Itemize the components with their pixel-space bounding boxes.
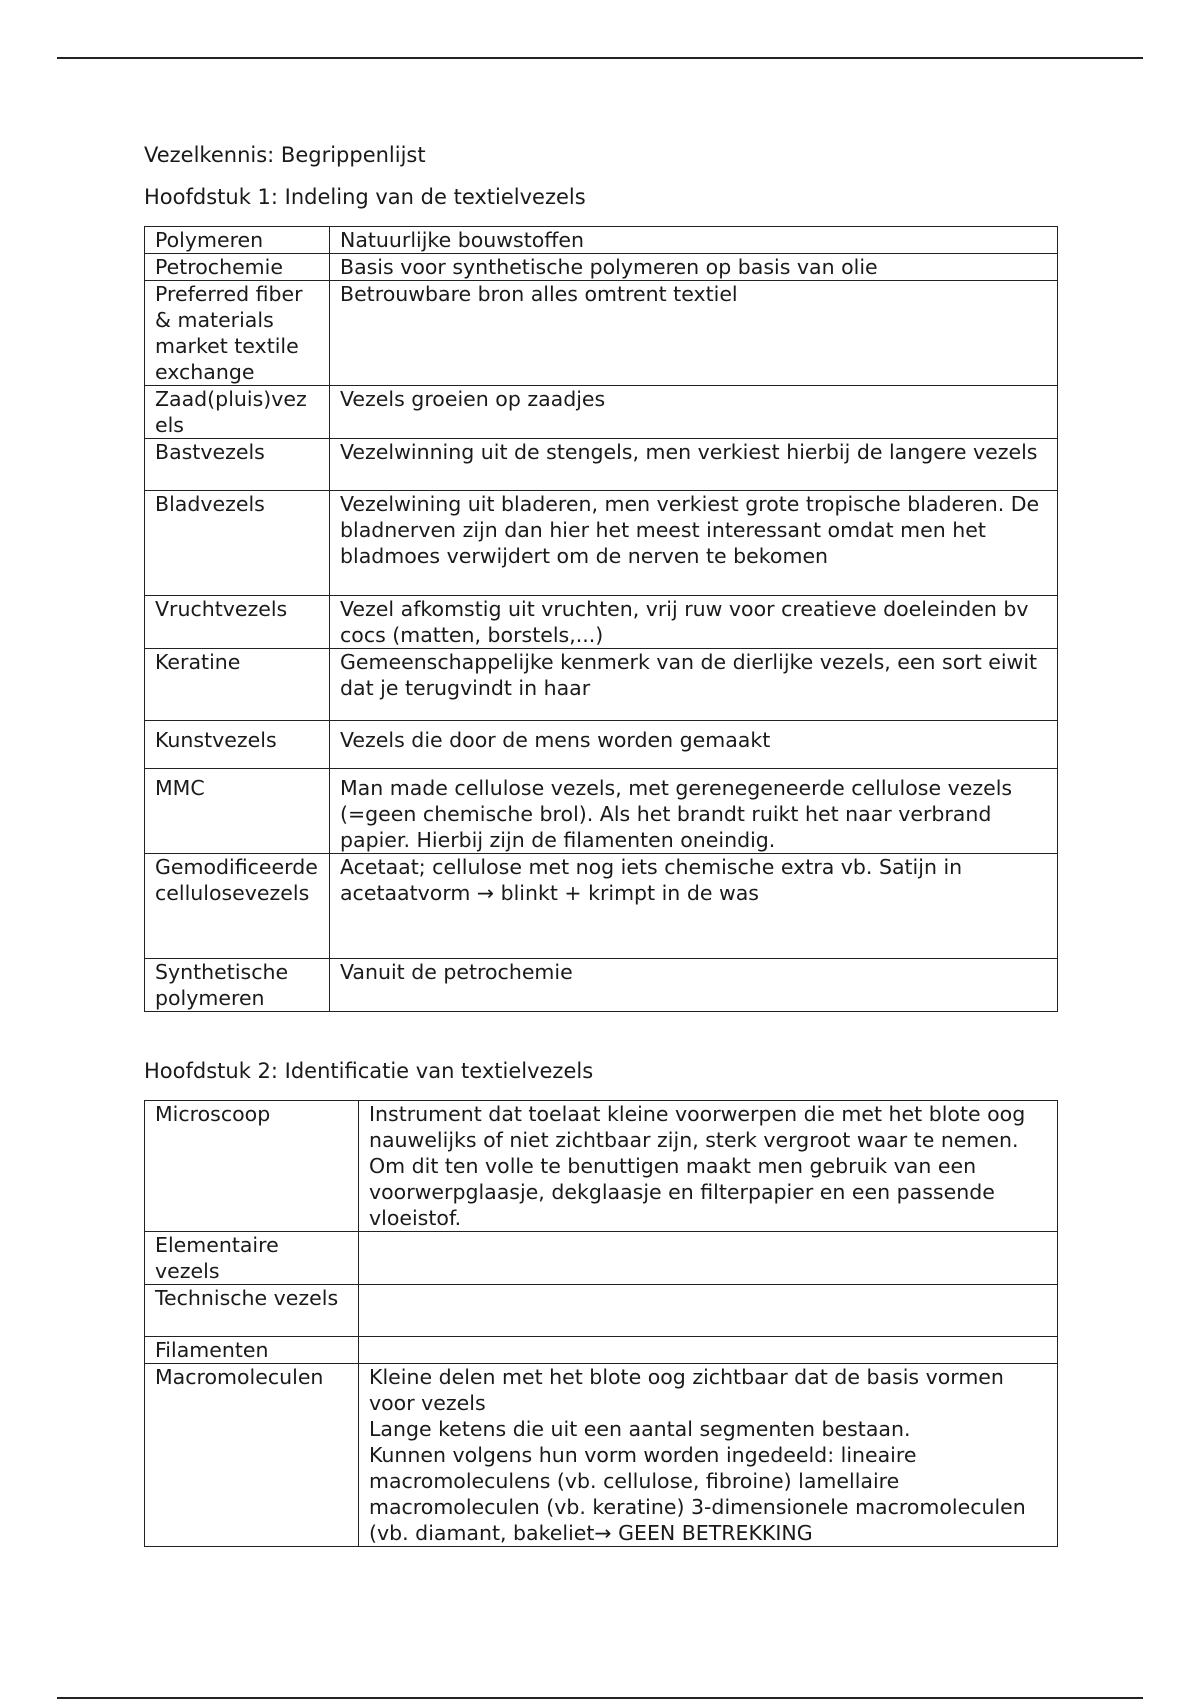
definition-cell: Vezel afkomstig uit vruchten, vrij ruw voor creatieve doeleinden bv cocs (matten, borstels,...) bbox=[330, 596, 1058, 649]
term-cell: Preferred fiber & materials market textile exchange bbox=[145, 281, 330, 386]
definition-line: Kunnen volgens hun vorm worden ingedeeld: lineaire macromoleculens (vb. cellulose, fibroine) lamellaire macromoleculen (vb. keratine) 3-dimensionele macromoleculen (vb. diamant, bakeliet→ GEEN BETREKKING bbox=[369, 1443, 1026, 1545]
table-row bbox=[145, 649, 1058, 721]
term-cell: Polymeren bbox=[145, 227, 330, 254]
term-cell: Gemodificeerde cellulosevezels bbox=[145, 854, 330, 959]
chapter2-heading: Hoofdstuk 2: Identificatie van textielvezels bbox=[144, 1059, 594, 1083]
term-cell: Vruchtvezels bbox=[145, 596, 330, 649]
term-cell: Keratine bbox=[145, 649, 330, 721]
definition-cell: Basis voor synthetische polymeren op basis van olie bbox=[330, 254, 1058, 281]
definition-cell: Man made cellulose vezels, met gerenegeneerde cellulose vezels (=geen chemische brol). Als het brandt ruikt het naar verbrand papier. Hierbij zijn de filamenten oneindig. bbox=[330, 769, 1058, 854]
definition-cell bbox=[359, 1364, 1058, 1547]
table-row bbox=[145, 596, 1058, 649]
term-cell: Zaad(pluis)vezels bbox=[145, 386, 330, 439]
term-cell: Bastvezels bbox=[145, 439, 330, 491]
term-cell: MMC bbox=[145, 769, 330, 854]
table-row bbox=[145, 854, 1058, 959]
chapter2-table bbox=[144, 1100, 1058, 1547]
table-row bbox=[145, 959, 1058, 1012]
table-row bbox=[145, 281, 1058, 386]
footer-rule bbox=[57, 1697, 1143, 1699]
table-row bbox=[145, 1285, 1058, 1337]
term-cell: Technische vezels bbox=[145, 1285, 359, 1337]
definition-line: Kleine delen met het blote oog zichtbaar dat de basis vormen voor vezels bbox=[369, 1365, 1004, 1415]
definition-cell: Natuurlijke bouwstoffen bbox=[330, 227, 1058, 254]
definition-cell: Betrouwbare bron alles omtrent textiel bbox=[330, 281, 1058, 386]
term-cell: Kunstvezels bbox=[145, 721, 330, 769]
definition-cell: Instrument dat toelaat kleine voorwerpen die met het blote oog nauwelijks of niet zichtbaar zijn, sterk vergroot waar te nemen. Om dit ten volle te benuttigen maakt men gebruik van een voorwerpglaasje, dekglaasje en filterpapier en een passende vloeistof. bbox=[359, 1101, 1058, 1232]
table-row bbox=[145, 254, 1058, 281]
definition-cell: Vezelwinning uit de stengels, men verkiest hierbij de langere vezels bbox=[330, 439, 1058, 491]
table-row bbox=[145, 439, 1058, 491]
definition-cell: Gemeenschappelijke kenmerk van de dierlijke vezels, een sort eiwit dat je terugvindt in haar bbox=[330, 649, 1058, 721]
table-row bbox=[145, 227, 1058, 254]
definition-line: Lange ketens die uit een aantal segmenten bestaan. bbox=[369, 1417, 911, 1441]
term-cell: Elementaire vezels bbox=[145, 1232, 359, 1285]
table-row bbox=[145, 386, 1058, 439]
term-cell: Microscoop bbox=[145, 1101, 359, 1232]
chapter1-table bbox=[144, 226, 1058, 1012]
definition-cell bbox=[359, 1232, 1058, 1285]
table-row bbox=[145, 769, 1058, 854]
definition-cell: Vezelwining uit bladeren, men verkiest grote tropische bladeren. De bladnerven zijn dan hier het meest interessant omdat men het bladmoes verwijdert om de nerven te bekomen bbox=[330, 491, 1058, 596]
definition-cell: Vezels die door de mens worden gemaakt bbox=[330, 721, 1058, 769]
page-content bbox=[144, 140, 1059, 1547]
definition-cell bbox=[359, 1337, 1058, 1364]
definition-cell: Vanuit de petrochemie bbox=[330, 959, 1058, 1012]
table-row bbox=[145, 1337, 1058, 1364]
table-row bbox=[145, 491, 1058, 596]
term-cell: Filamenten bbox=[145, 1337, 359, 1364]
definition-cell: Acetaat; cellulose met nog iets chemische extra vb. Satijn in acetaatvorm → blinkt + krimpt in de was bbox=[330, 854, 1058, 959]
term-cell: Synthetische polymeren bbox=[145, 959, 330, 1012]
definition-cell: Vezels groeien op zaadjes bbox=[330, 386, 1058, 439]
term-cell: Macromoleculen bbox=[145, 1364, 359, 1547]
document-title: Vezelkennis: Begrippenlijst bbox=[144, 143, 426, 167]
table-row bbox=[145, 1101, 1058, 1232]
table-row bbox=[145, 1364, 1058, 1547]
term-cell: Bladvezels bbox=[145, 491, 330, 596]
table-row bbox=[145, 721, 1058, 769]
chapter1-heading: Hoofdstuk 1: Indeling van de textielvezels bbox=[144, 185, 586, 209]
term-cell: Petrochemie bbox=[145, 254, 330, 281]
definition-cell bbox=[359, 1285, 1058, 1337]
header-rule bbox=[57, 57, 1143, 59]
table-row bbox=[145, 1232, 1058, 1285]
